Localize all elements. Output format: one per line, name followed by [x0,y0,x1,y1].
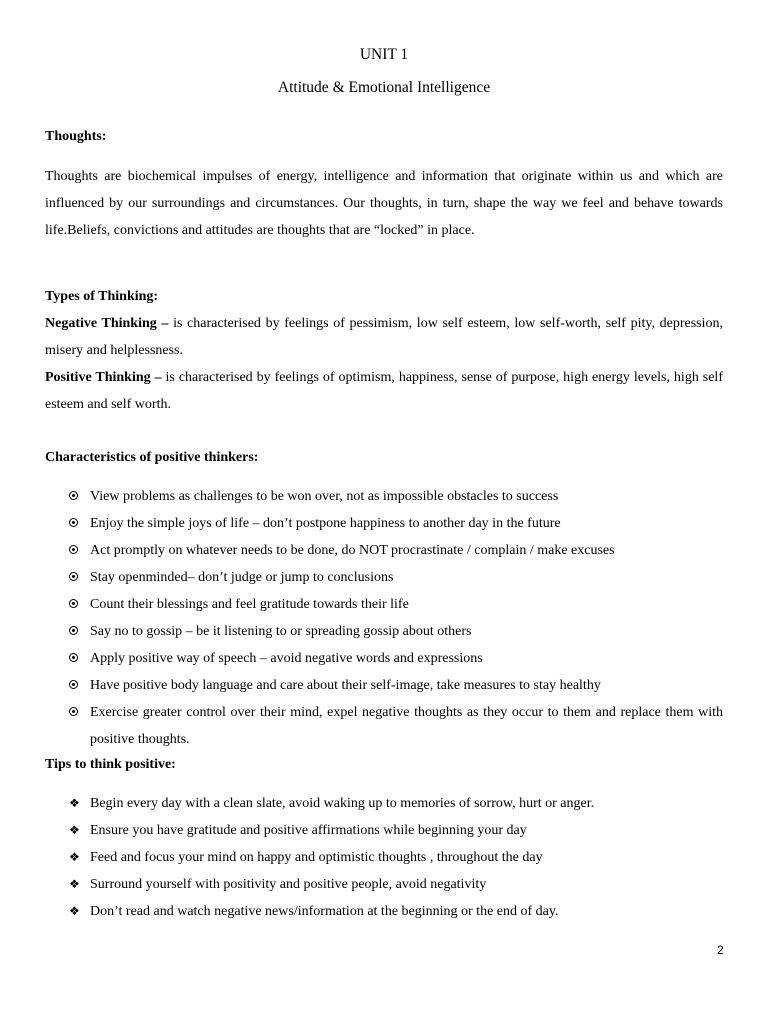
unit-heading: UNIT 1 [359,46,409,63]
list-item [69,645,723,672]
document-title: Attitude & Emotional Intelligence [277,79,491,96]
circle-bullet-icon [69,518,78,527]
list-item [69,817,723,844]
list-item [69,537,723,564]
diamond-bullet-icon: ❖ [69,796,80,810]
circle-bullet-icon [69,653,78,662]
list-item-text: Don’t read and watch negative news/information at the beginning or the end of day. [90,904,559,919]
list-item [69,564,723,591]
diamond-bullet-icon: ❖ [69,904,80,918]
diamond-bullet-icon: ❖ [69,850,80,864]
tips-heading: Tips to think positive: [45,757,176,772]
list-item-text: Act promptly on whatever needs to be done, do NOT procrastinate / complain / make excuses [90,543,615,558]
positive-thinking-text: is characterised by feelings of optimism, happiness, sense of purpose, high energy levels, high self esteem and self worth. [45,370,723,412]
list-item-text: Say no to gossip – be it listening to or spreading gossip about others [90,624,472,639]
list-item-text: Begin every day with a clean slate, avoid waking up to memories of sorrow, hurt or anger. [90,796,595,811]
negative-thinking-paragraph [45,310,723,364]
list-item-text: Exercise greater control over their mind, expel negative thoughts as they occur to them and replace them with positive thoughts. [90,705,723,747]
list-item [69,618,723,645]
circle-bullet-icon [69,572,78,581]
list-item-text: Have positive body language and care about their self-image, take measures to stay healthy [90,678,601,693]
list-item [69,483,723,510]
circle-bullet-icon [69,491,78,500]
list-item-text: Apply positive way of speech – avoid negative words and expressions [90,651,483,666]
list-item [69,699,723,753]
positive-thinking-label: Positive Thinking – [45,370,162,385]
characteristics-heading: Characteristics of positive thinkers: [45,450,259,465]
thoughts-heading: Thoughts: [45,129,107,144]
list-item [69,898,723,925]
circle-bullet-icon [69,545,78,554]
list-item [69,790,723,817]
thoughts-paragraph: Thoughts are biochemical impulses of energy, intelligence and information that originate within us and which are influenced by our surroundings and circumstances. Our thoughts, in turn, shape the way we feel and behave towards life.Beliefs, convictions and attitudes are thoughts that are “locked” in place. [45,169,723,238]
circle-bullet-icon [69,707,78,716]
characteristics-list [69,483,723,753]
list-item [69,672,723,699]
positive-thinking-paragraph [45,364,723,418]
negative-thinking-label: Negative Thinking – [45,316,169,331]
circle-bullet-icon [69,680,78,689]
negative-thinking-text: is characterised by feelings of pessimism, low self esteem, low self-worth, self pity, depression, misery and helplessness. [45,316,723,358]
list-item-text: Surround yourself with positivity and positive people, avoid negativity [90,877,487,892]
circle-bullet-icon [69,599,78,608]
list-item-text: View problems as challenges to be won over, not as impossible obstacles to success [90,489,559,504]
list-item [69,871,723,898]
list-item [69,510,723,537]
list-item-text: Count their blessings and feel gratitude towards their life [90,597,409,612]
tips-list [69,790,723,925]
list-item-text: Enjoy the simple joys of life – don’t postpone happiness to another day in the future [90,516,561,531]
diamond-bullet-icon: ❖ [69,877,80,891]
list-item [69,591,723,618]
types-heading: Types of Thinking: [45,289,159,304]
page-content [45,0,723,1024]
diamond-bullet-icon: ❖ [69,823,80,837]
list-item-text: Feed and focus your mind on happy and optimistic thoughts , throughout the day [90,850,543,865]
page-number: 2 [717,943,724,957]
list-item-text: Ensure you have gratitude and positive affirmations while beginning your day [90,823,527,838]
list-item-text: Stay openminded– don’t judge or jump to conclusions [90,570,394,585]
circle-bullet-icon [69,626,78,635]
list-item [69,844,723,871]
